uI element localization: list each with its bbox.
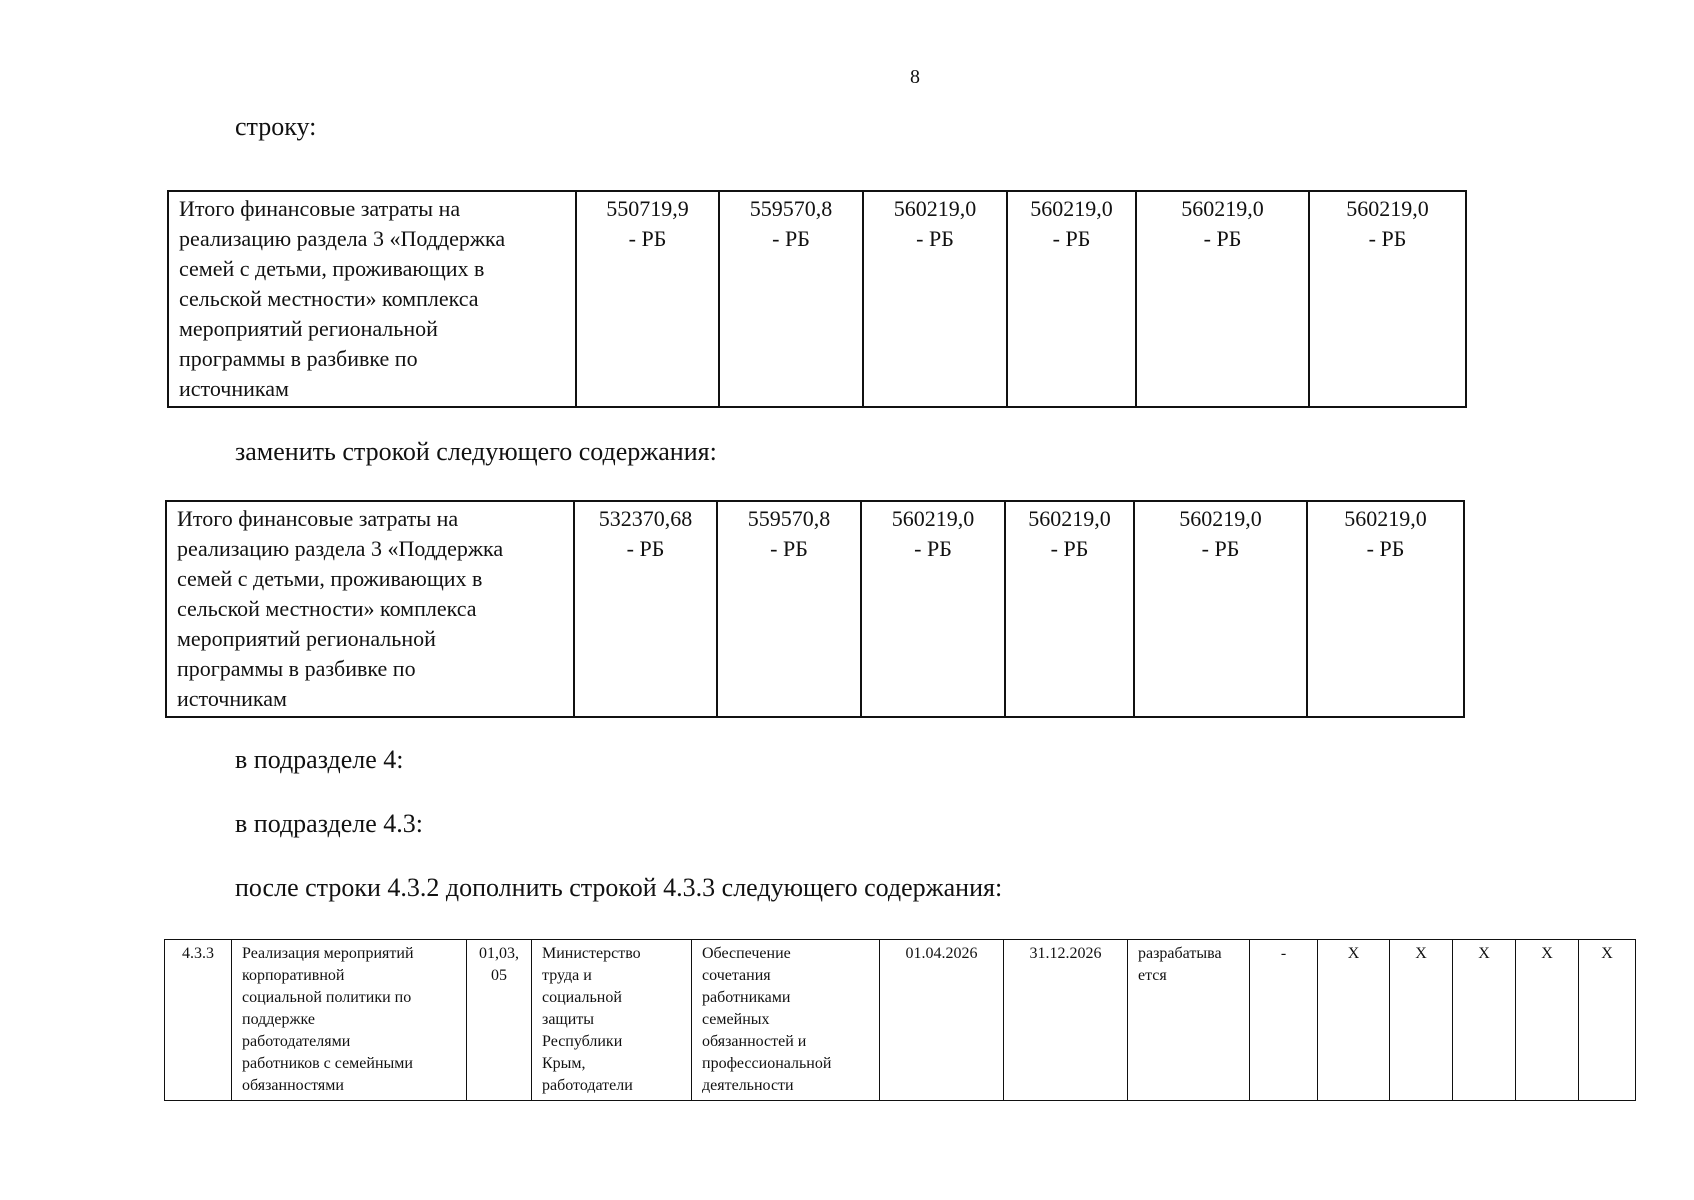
- x-mark: Х: [1318, 940, 1390, 1101]
- source-value: - РБ: [1366, 536, 1405, 561]
- source-value: - РБ: [626, 536, 665, 561]
- amount-value: 560219,0: [1344, 506, 1427, 531]
- amount-value: 532370,68: [598, 506, 693, 531]
- source-value: - РБ: [1203, 226, 1242, 251]
- value-cell: [1309, 191, 1466, 407]
- amount-value: 560219,0: [893, 196, 977, 221]
- amount-value: 559570,8: [747, 506, 831, 531]
- old-financing-table: [167, 190, 1467, 408]
- executor: Министерство труда и социальной защиты Республики Крым, работодатели: [532, 940, 692, 1101]
- amount-value: 560219,0: [1181, 196, 1264, 221]
- row-number: 4.3.3: [165, 940, 232, 1101]
- value-cell: [717, 501, 861, 717]
- x-mark: Х: [1516, 940, 1579, 1101]
- table-row: [166, 501, 1464, 717]
- x-mark: Х: [1453, 940, 1516, 1101]
- source-value: - РБ: [1368, 226, 1407, 251]
- value-cell: [576, 191, 719, 407]
- source-value: - РБ: [1201, 536, 1240, 561]
- value-cell: [1007, 191, 1136, 407]
- value-cell: [1136, 191, 1309, 407]
- source-value: - РБ: [628, 226, 667, 251]
- amount-value: 560219,0: [1179, 506, 1262, 531]
- value-cell: [719, 191, 863, 407]
- source-value: - РБ: [1052, 226, 1091, 251]
- amount-value: 559570,8: [749, 196, 833, 221]
- start-date: 01.04.2026: [880, 940, 1004, 1101]
- instruction-text-add-row: после строки 4.3.2 дополнить строкой 4.3.3 следующего содержания:: [235, 873, 1003, 902]
- instruction-text-subsection-4-3: в подразделе 4.3:: [235, 809, 424, 838]
- x-mark: Х: [1579, 940, 1636, 1101]
- total-costs-label: Итого финансовые затраты на реализацию раздела 3 «Поддержка семей с детьми, проживающих в сельской местности» комплекса мероприятий региональной программы в разбивке по источникам: [166, 501, 574, 717]
- dash-cell: -: [1250, 940, 1318, 1101]
- end-date: 31.12.2026: [1004, 940, 1128, 1101]
- table-row: [168, 191, 1466, 407]
- value-cell: [861, 501, 1005, 717]
- amount-value: 550719,9: [606, 196, 689, 221]
- value-cell: [1005, 501, 1134, 717]
- status: разрабатыва ется: [1128, 940, 1250, 1101]
- amount-value: 560219,0: [1030, 196, 1113, 221]
- source-value: - РБ: [770, 536, 808, 561]
- x-mark: Х: [1390, 940, 1453, 1101]
- codes: 01,03, 05: [467, 940, 532, 1101]
- value-cell: [1307, 501, 1464, 717]
- amount-value: 560219,0: [1028, 506, 1111, 531]
- source-value: - РБ: [772, 226, 810, 251]
- activity-name: Реализация мероприятий корпоративной социальной политики по поддержке работодателями работников с семейными обязанностями: [232, 940, 467, 1101]
- amount-value: 560219,0: [1346, 196, 1429, 221]
- source-value: - РБ: [914, 536, 952, 561]
- expected-result: Обеспечение сочетания работниками семейных обязанностей и профессиональной деятельности: [692, 940, 880, 1101]
- total-costs-label: Итого финансовые затраты на реализацию раздела 3 «Поддержка семей с детьми, проживающих в сельской местности» комплекса мероприятий региональной программы в разбивке по источникам: [168, 191, 576, 407]
- source-value: - РБ: [1050, 536, 1089, 561]
- source-value: - РБ: [916, 226, 954, 251]
- table-row: [165, 940, 1636, 1101]
- page-number: 8: [910, 66, 920, 88]
- instruction-text-row: строку:: [235, 112, 317, 141]
- value-cell: [1134, 501, 1307, 717]
- new-financing-table: [165, 500, 1465, 718]
- instruction-text-replace: заменить строкой следующего содержания:: [235, 437, 717, 466]
- value-cell: [863, 191, 1007, 407]
- value-cell: [574, 501, 717, 717]
- instruction-text-subsection-4: в подразделе 4:: [235, 745, 404, 774]
- amount-value: 560219,0: [891, 506, 975, 531]
- row-4-3-3-table: [164, 939, 1636, 1101]
